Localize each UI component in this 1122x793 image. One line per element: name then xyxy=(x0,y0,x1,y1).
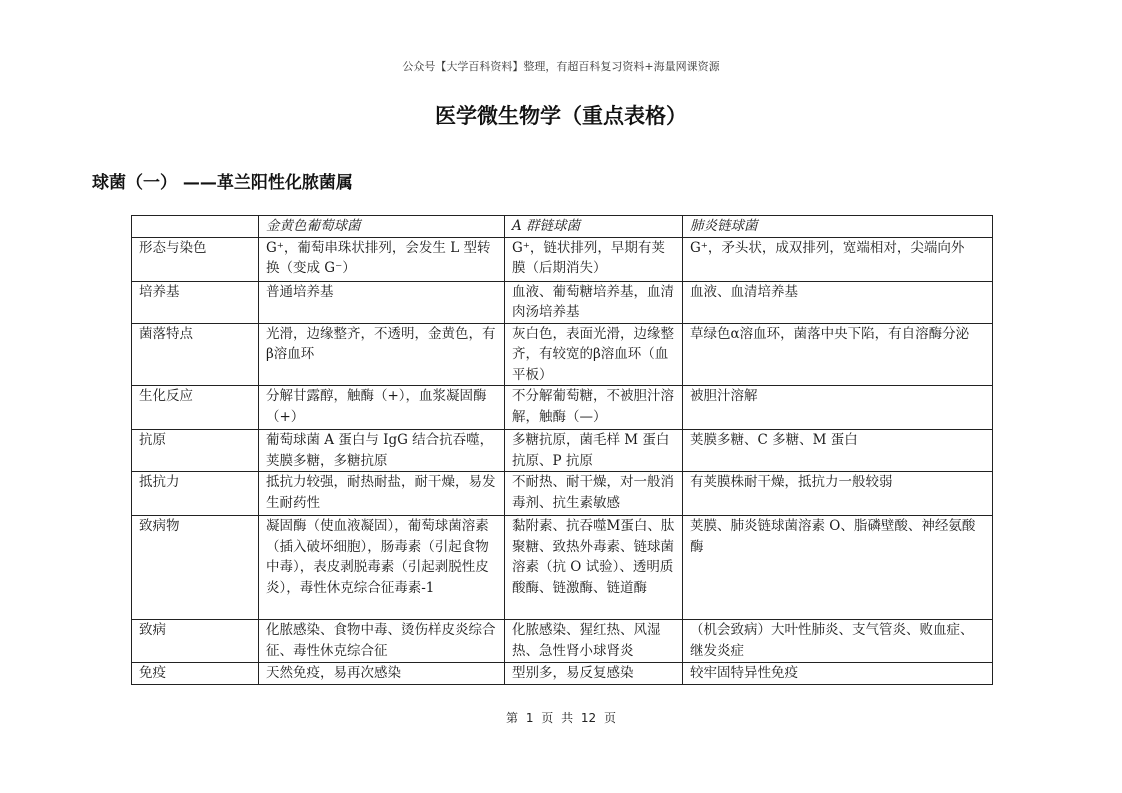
row-label: 致病 xyxy=(132,620,259,663)
table-cell: 灰白色，表面光滑，边缘整齐，有较宽的β溶血环（血平板） xyxy=(505,323,683,386)
table-row xyxy=(132,323,993,386)
row-label: 抗原 xyxy=(132,430,259,472)
table-row xyxy=(132,237,993,281)
table-cell: 多糖抗原，菌毛样 M 蛋白抗原、P 抗原 xyxy=(505,430,683,472)
row-label: 免疫 xyxy=(132,663,259,685)
row-label: 菌落特点 xyxy=(132,323,259,386)
header-cell-staphylococcus: 金黄色葡萄球菌 xyxy=(259,216,505,238)
comparison-table xyxy=(131,215,993,685)
table-cell: 黏附素、抗吞噬M蛋白、肽聚糖、致热外毒素、链球菌溶素（抗 O 试验）、透明质酸酶、链激酶、链道酶 xyxy=(505,516,683,620)
table-cell: 凝固酶（使血液凝固），葡萄球菌溶素（插入破坏细胞），肠毒素（引起食物中毒），表皮剥脱毒素（引起剥脱性皮炎），毒性休克综合征毒素-1 xyxy=(259,516,505,620)
table-cell: G⁺，矛头状，成双排列，宽端相对，尖端向外 xyxy=(683,237,993,281)
table-cell: 普通培养基 xyxy=(259,281,505,323)
table-cell: 葡萄球菌 A 蛋白与 IgG 结合抗吞噬，荚膜多糖，多糖抗原 xyxy=(259,430,505,472)
section-heading: 球菌（一） ——革兰阳性化脓菌属 xyxy=(92,173,353,193)
table-cell: 分解甘露醇，触酶（+），血浆凝固酶（+） xyxy=(259,386,505,430)
table-cell: 较牢固特异性免疫 xyxy=(683,663,993,685)
row-label: 致病物 xyxy=(132,516,259,620)
header-cell-group-a-streptococcus: A 群链球菌 xyxy=(505,216,683,238)
header-cell-pneumococcus: 肺炎链球菌 xyxy=(683,216,993,238)
table-cell: 血液、葡萄糖培养基，血清肉汤培养基 xyxy=(505,281,683,323)
table-row xyxy=(132,430,993,472)
table-cell: 荚膜、肺炎链球菌溶素 O、脂磷壁酸、神经氨酸酶 xyxy=(683,516,993,620)
row-label: 抵抗力 xyxy=(132,472,259,516)
table-cell: 血液、血清培养基 xyxy=(683,281,993,323)
table-cell: G⁺，葡萄串珠状排列，会发生 L 型转换（变成 G⁻） xyxy=(259,237,505,281)
watermark-header: 公众号【大学百科资料】整理，有超百科复习资料+海量网课资源 xyxy=(402,60,720,73)
table-cell: 荚膜多糖、C 多糖、M 蛋白 xyxy=(683,430,993,472)
table-row xyxy=(132,472,993,516)
table-cell: 抵抗力较强，耐热耐盐，耐干燥，易发生耐药性 xyxy=(259,472,505,516)
table-cell: 被胆汁溶解 xyxy=(683,386,993,430)
table-cell: 有荚膜株耐干燥，抵抗力一般较弱 xyxy=(683,472,993,516)
table-cell: 化脓感染、猩红热、风湿热、急性肾小球肾炎 xyxy=(505,620,683,663)
table-row xyxy=(132,386,993,430)
table-cell: G⁺，链状排列，早期有荚膜（后期消失） xyxy=(505,237,683,281)
table-row xyxy=(132,281,993,323)
table-row xyxy=(132,516,993,620)
table-cell: 不耐热、耐干燥，对一般消毒剂、抗生素敏感 xyxy=(505,472,683,516)
header-cell-empty xyxy=(132,216,259,238)
table-row xyxy=(132,663,993,685)
table-row xyxy=(132,620,993,663)
table-cell: 光滑，边缘整齐，不透明，金黄色，有β溶血环 xyxy=(259,323,505,386)
row-label: 培养基 xyxy=(132,281,259,323)
page-number: 第 1 页 共 12 页 xyxy=(506,711,616,725)
table-cell: 化脓感染、食物中毒、烫伤样皮炎综合征、毒性休克综合征 xyxy=(259,620,505,663)
row-label: 形态与染色 xyxy=(132,237,259,281)
table-cell: 型别多，易反复感染 xyxy=(505,663,683,685)
row-label: 生化反应 xyxy=(132,386,259,430)
table-header-row xyxy=(132,216,993,238)
table-cell: （机会致病）大叶性肺炎、支气管炎、败血症、继发炎症 xyxy=(683,620,993,663)
page-title: 医学微生物学（重点表格） xyxy=(435,104,687,128)
table-cell: 天然免疫，易再次感染 xyxy=(259,663,505,685)
table-cell: 草绿色α溶血环，菌落中央下陷，有自溶酶分泌 xyxy=(683,323,993,386)
table-cell: 不分解葡萄糖，不被胆汁溶解，触酶（—） xyxy=(505,386,683,430)
